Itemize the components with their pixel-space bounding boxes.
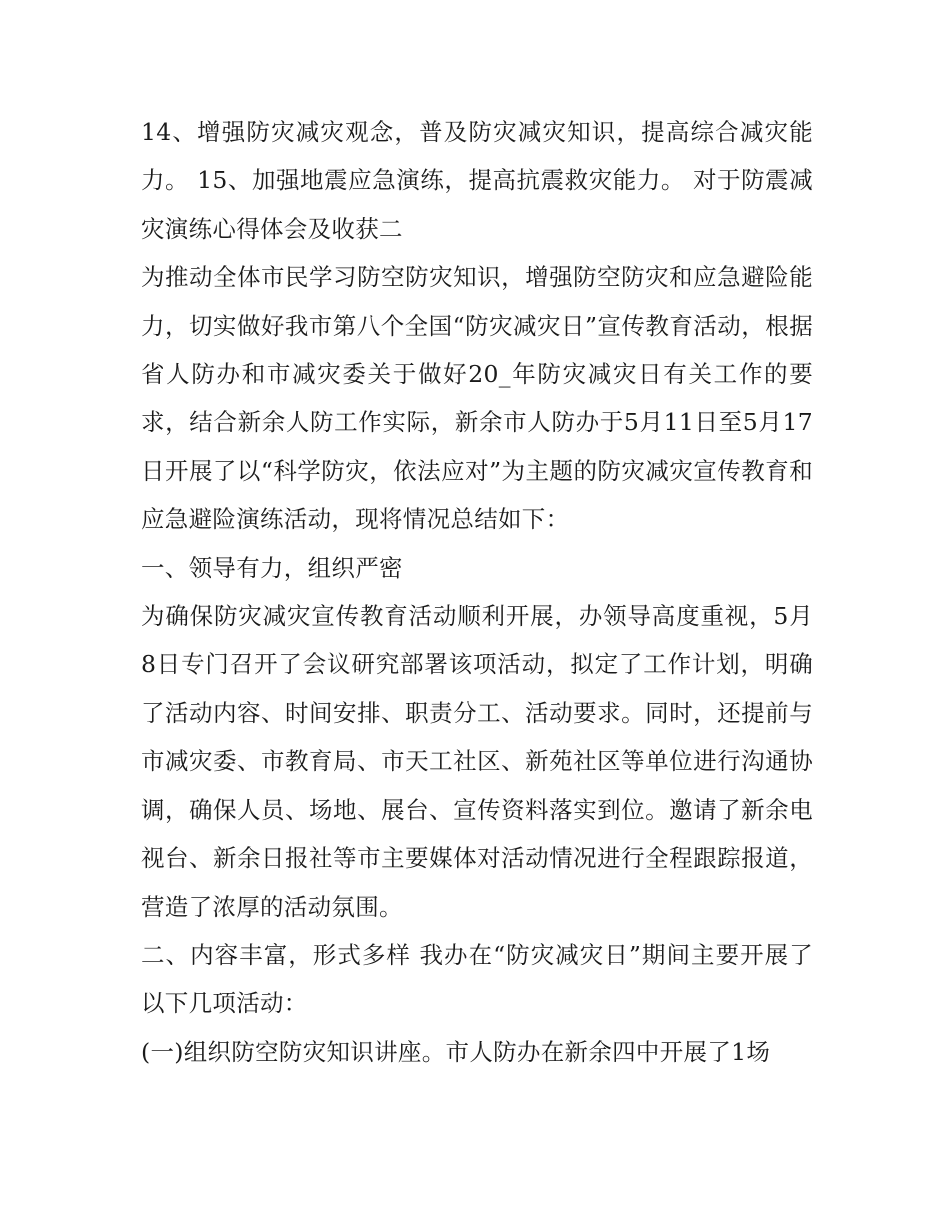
section-heading-2: 二、内容丰富，形式多样 我办在“防灾减灾日”期间主要开展了以下几项活动： bbox=[141, 940, 813, 1018]
paragraph-3: 为确保防灾减灾宣传教育活动顺利开展，办领导高度重视，5月8日专门召开了会议研究部署该项活动，拟定了工作计划，明确了活动内容、时间安排、职责分工、活动要求。同时，还提前与市减灾委、市教育局、市天工社区、新苑社区等单位进行沟通协调，确保人员、场地、展台、宣传资料落实到位。邀请了新余电视台、新余日报社等市主要媒体对活动情况进行全程跟踪报道，营造了浓厚的活动氛围。 bbox=[141, 602, 813, 921]
document-body bbox=[141, 108, 813, 1076]
paragraph-2: 为推动全体市民学习防空防灾知识，增强防空防灾和应急避险能力，切实做好我市第八个全国“防灾减灾日”宣传教育活动，根据省人防办和市减灾委关于做好20_年防灾减灾日有关工作的要求，结合新余人防工作实际，新余市人防办于5月11日至5月17日开展了以“科学防灾，依法应对”为主题的防灾减灾宣传教育和应急避险演练活动，现将情况总结如下： bbox=[141, 263, 813, 534]
paragraph-4: (一)组织防空防灾知识讲座。市人防办在新余四中开展了1场 bbox=[141, 1037, 771, 1066]
section-heading-1: 一、领导有力，组织严密 bbox=[141, 553, 403, 582]
paragraph-1: 14、增强防灾减灾观念，普及防灾减灾知识，提高综合减灾能力。 15、加强地震应急演练，提高抗震救灾能力。 对于防震减灾演练心得体会及收获二 bbox=[141, 118, 813, 243]
